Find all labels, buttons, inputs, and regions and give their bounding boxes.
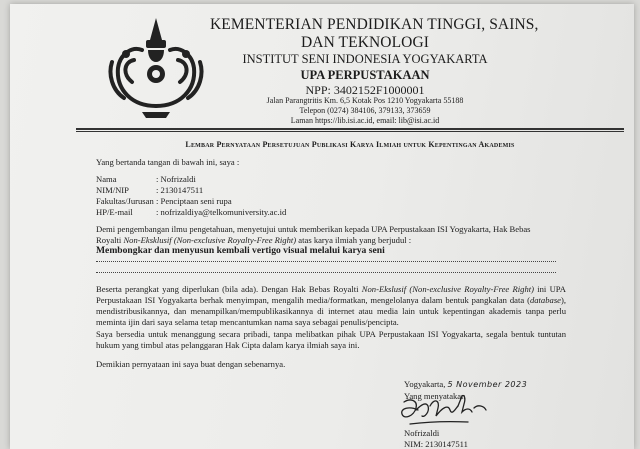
dotted-line-1	[96, 261, 556, 262]
closing-statement: Demikian pernyataan ini saya buat dengan sebenarnya.	[96, 359, 286, 369]
institute-name: INSTITUT SENI INDONESIA YOGYAKARTA	[242, 52, 488, 66]
header-rule	[76, 128, 624, 130]
liability-paragraph: Saya bersedia untuk menanggung secara pribadi, tanpa melibatkan pihak UPA Perpustakaan ISI Yogyakarta, segala bentuk tuntutan hukum yang timbul atas pelanggaran Hak Cipta dalam karya ilmiah saya ini.	[96, 329, 566, 350]
field-label-nim: NIM/NIP	[96, 185, 129, 195]
field-label-name: Nama	[96, 174, 117, 184]
field-value-contact: : nofrizaldiya@telkomuniversity.ac.id	[156, 207, 287, 217]
isi-yogyakarta-logo-icon	[102, 10, 210, 122]
consent-paragraph-line-2: Royalti Non-Eksklusif (Non-exclusive Royalty-Free Right) atas karya ilmiah yang berjudul :	[96, 235, 412, 245]
ministry-line-2: DAN TEKNOLOGI	[300, 34, 429, 51]
web-email: Laman https://lib.isi.ac.id, email: lib@isi.ac.id	[290, 116, 440, 125]
work-title: Membongkar dan menyusun kembali vertigo visual melalui karya seni	[96, 245, 385, 256]
consent-paragraph-line-1: Demi pengembangan ilmu pengetahuan, menyetujui untuk memberikan kepada UPA Perpustakaan ISI Yogyakarta, Hak Bebas	[96, 224, 531, 234]
field-value-name: : Nofrizaldi	[156, 174, 196, 184]
dotted-line-2	[96, 272, 556, 273]
document-title: Lembar Pernyataan Persetujuan Publikasi Karya Ilmiah untuk Kepentingan Akademis	[185, 140, 515, 149]
field-label-contact: HP/E-mail	[96, 207, 133, 217]
field-value-nim: : 2130147511	[156, 185, 204, 195]
phone: Telepon (0274) 384106, 379133, 373659	[299, 106, 431, 115]
signatory-name: Nofrizaldi	[404, 428, 440, 438]
signatory-nim: NIM: 2130147511	[404, 439, 468, 449]
handwritten-date: 5 November 2023	[447, 380, 528, 389]
document-page	[10, 4, 634, 449]
address: Jalan Parangtritis Km. 6,5 Kotak Pos 1210 Yogyakarta 55188	[266, 96, 464, 105]
signature-place-date: Yogyakarta, 5 November 2023	[404, 379, 528, 389]
rights-paragraph: Beserta perangkat yang diperlukan (bila ada). Dengan Hak Bebas Royalti Non-Ekslusif (Non-exclusive Royalty-Free Right) ini UPA Perpustakaan ISI Yogyakarta berhak menyimpan, mengalih media/formatkan, mengelolanya dalam bentuk pangkalan data (database), mendistribusikannya, dan menampilkan/mempublikasikannya di internet atau media lain untuk kepentingan akademis tanpa perlu meminta ijin dari saya selama tetap mencantumkan nama saya sebagai penulis/pencipta.	[96, 284, 566, 327]
npp-number: NPP: 3402152F1000001	[305, 83, 425, 97]
declarant-label: Yang menyatakan	[404, 391, 466, 401]
unit-name: UPA PERPUSTAKAAN	[300, 68, 430, 82]
field-value-faculty: : Penciptaan seni rupa	[156, 196, 232, 206]
field-label-faculty: Fakultas/Jurusan	[96, 196, 154, 206]
header-rule-thin	[76, 131, 624, 132]
intro-text: Yang bertanda tangan di bawah ini, saya :	[96, 157, 240, 167]
handwritten-signature	[396, 388, 492, 432]
ministry-line-1: KEMENTERIAN PENDIDIKAN TINGGI, SAINS,	[210, 16, 539, 33]
